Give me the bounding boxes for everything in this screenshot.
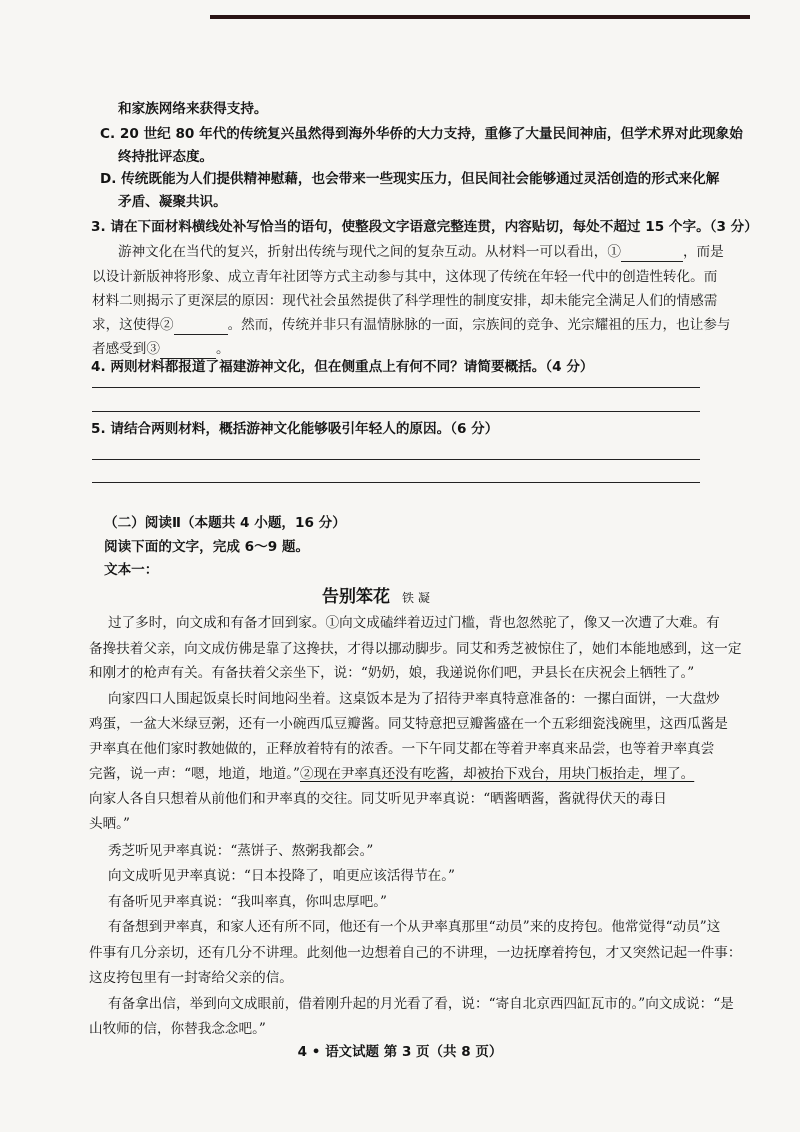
text-line: 矛盾、凝聚共识。 (118, 194, 227, 210)
story-text: 头晒。” (89, 816, 130, 832)
answer-line[interactable] (92, 459, 700, 460)
story-line (89, 969, 293, 987)
text-label: 文本一： (104, 562, 159, 578)
q3-text: 。然而，传统并非只有温情脉脉的一面，宗族间的竞争、光宗耀祖的压力，也让参与 (227, 317, 731, 333)
answer-line[interactable] (92, 387, 700, 388)
story-text: 向家四口人围起饭桌长时间地闷坐着。这桌饭本是为了招待尹率真特意准备的：一摞白面饼，一大盘炒 (108, 691, 720, 707)
top-rule (210, 15, 750, 19)
q3-text: ，而是 (682, 244, 724, 260)
q3-passage-line-1 (118, 243, 724, 262)
story-text: 山牧师的信，你替我念念吧。” (89, 1021, 266, 1037)
answer-blank-3[interactable] (160, 340, 216, 359)
q3-text: 。 (215, 341, 230, 357)
story-text: 向文成听见尹率真说：“日本投降了，咱更应该活得节在。” (108, 868, 455, 884)
story-author: 铁 凝 (402, 591, 430, 605)
story-line (89, 664, 694, 682)
text-line: D. 传统既能为人们提供精神慰藉，也会带来一些现实压力，但民间社会能够通过灵活创造的形式来化解 (100, 171, 720, 187)
page-footer: 4 • 语文试题 第 3 页（共 8 页） (297, 1044, 503, 1060)
story-text: 备搀扶着父亲，向文成仿佛是靠了这搀扶，才得以挪动脚步。同艾和秀芝被惊住了，她们本能地感到，这一定 (89, 641, 742, 657)
story-text: 尹率真在他们家时教她做的，正释放着特有的浓香。一下午同艾都在等着尹率真来品尝，也等着尹率真尝 (89, 741, 715, 757)
story-line (108, 867, 455, 885)
story-line (89, 944, 742, 962)
story-text: 和刚才的枪声有关。有备扶着父亲坐下，说：“奶奶，娘，我递说你们吧，尹县长在庆祝会上牺牲了。” (89, 665, 695, 681)
text-line: 和家族网络来获得支持。 (118, 101, 268, 117)
q3-text: 求，这使得② (92, 317, 174, 333)
answer-line[interactable] (92, 411, 700, 412)
q3-passage-line-5 (92, 340, 230, 359)
text-line: C. 20 世纪 80 年代的传统复兴虽然得到海外华侨的大力支持，重修了大量民间神庙，但学术界对此现象始 (100, 126, 743, 142)
answer-line[interactable] (92, 482, 700, 483)
answer-blank-2[interactable] (174, 316, 228, 335)
story-line (89, 640, 742, 658)
story-text: 向家人各自只想着从前他们和尹率真的交往。同艾听见尹率真说：“晒酱晒酱，酱就得伏天的毒日 (89, 791, 667, 807)
story-text: 有备听见尹率真说：“我叫率真，你叫忠厚吧。” (108, 894, 387, 910)
story-line (108, 918, 720, 936)
q3-passage-line-2: 以设计新版神将形象、成立青年社团等方式主动参与其中，这体现了传统在年轻一代中的创造性转化。而 (92, 269, 718, 285)
q3-passage-line-4 (92, 316, 731, 335)
story-line (89, 740, 714, 758)
story-text: 过了多时，向文成和有备才回到家。①向文成磕绊着迈过门槛，背也忽然驼了，像又一次遭了大难。有 (108, 615, 720, 631)
story-line (108, 995, 734, 1013)
story-line (108, 690, 720, 708)
story-text: 秀芝听见尹率真说：“蒸饼子、熬粥我都会。” (108, 843, 374, 859)
story-title-text: 告别笨花 (322, 587, 390, 607)
story-text: 这皮挎包里有一封寄给父亲的信。 (89, 970, 293, 986)
underlined-sentence: ②现在尹率真还没有吃酱，却被抬下戏台，用块门板抬走，埋了。 (300, 766, 695, 782)
story-line (108, 893, 387, 911)
question-5: 5. 请结合两则材料，概括游神文化能够吸引年轻人的原因。（6 分） (91, 421, 499, 437)
story-text: 完酱，说一声：“嗯，地道，地道。” (89, 766, 301, 782)
q3-text: 游神文化在当代的复兴，折射出传统与现代之间的复杂互动。从材料一可以看出，① (118, 244, 621, 260)
story-text: 鸡蛋，一盆大米绿豆粥，还有一小碗西瓜豆瓣酱。同艾特意把豆瓣酱盛在一个五彩细瓷浅碗里，这西瓜酱是 (89, 716, 728, 732)
answer-blank-1[interactable] (621, 243, 683, 262)
q3-passage-line-3: 材料二则揭示了更深层的原因：现代社会虽然提供了科学理性的制度安排，却未能完全满足人们的情感需 (92, 293, 718, 309)
story-line (89, 815, 130, 833)
story-line (89, 765, 694, 783)
story-title (322, 582, 430, 607)
story-line (89, 790, 667, 808)
section-instruction: 阅读下面的文字，完成 6～9 题。 (104, 539, 310, 555)
text-line: 终持批评态度。 (118, 149, 214, 165)
q3-text: 者感受到③ (92, 341, 160, 357)
story-text: 有备拿出信，举到向文成眼前，借着刚升起的月光看了看，说：“寄自北京西四缸瓦市的。”向文成说：“是 (108, 996, 734, 1012)
text-line: 3. 请在下面材料横线处补写恰当的语句，使整段文字语意完整连贯，内容贴切，每处不超过 15 个字。（3 分） (91, 219, 758, 235)
story-line (108, 614, 720, 632)
story-line (89, 715, 728, 733)
story-text: 件事有几分亲切，还有几分不讲理。此刻他一边想着自己的不讲理，一边抚摩着挎包，才又突然记起一件事： (89, 945, 742, 961)
story-line (108, 842, 373, 860)
section-heading: （二）阅读Ⅱ（本题共 4 小题，16 分） (104, 515, 346, 531)
question-4: 4. 两则材料都报道了福建游神文化，但在侧重点上有何不同？请简要概括。（4 分） (91, 359, 594, 375)
story-line (89, 1020, 266, 1038)
story-text: 有备想到尹率真，和家人还有所不同，他还有一个从尹率真那里“动员”来的皮挎包。他常觉得“动员”这 (108, 919, 721, 935)
